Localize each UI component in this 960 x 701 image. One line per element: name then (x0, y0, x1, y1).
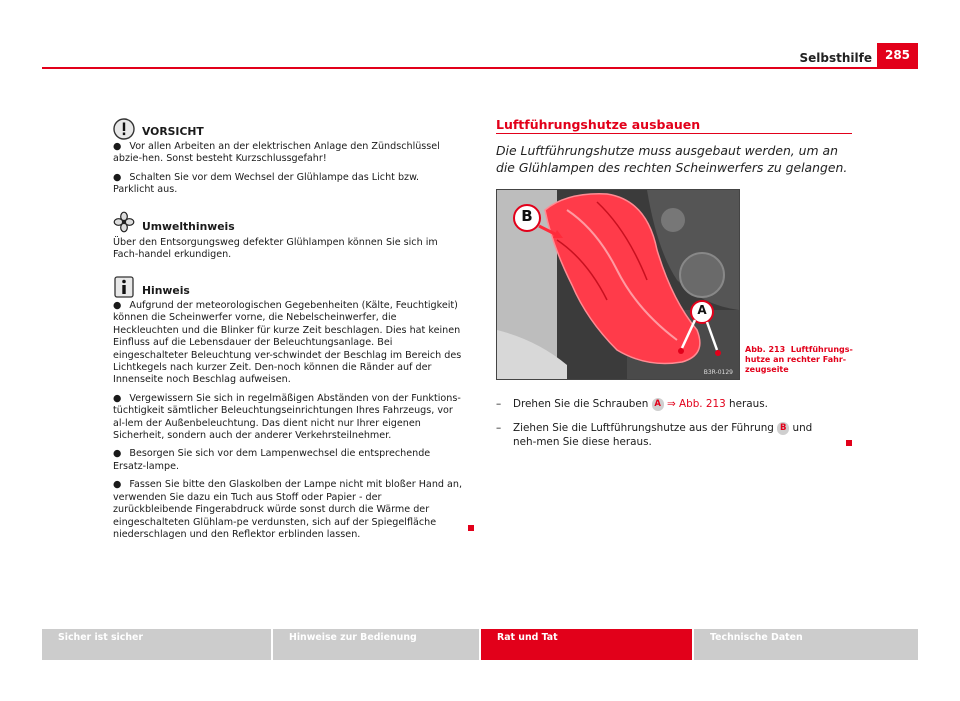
section-title: Selbsthilfe (799, 51, 872, 65)
key-a: A (652, 398, 664, 411)
list-item: ● Besorgen Sie sich vor dem Lampenwechsel die entsprechende Ersatz-lampe. (113, 448, 431, 472)
page-number: 285 (877, 43, 918, 67)
environment-title: Umwelthinweis (142, 220, 235, 233)
list-item: ● Aufgrund der meteorologischen Gegebenheiten (Kälte, Feuchtigkeit) können die Scheinwerfer vorne, die Nebelscheinwerfer, die Heckleuchten und die Blinker für kurze Zeit beschlagen. Dies hat keinen Einfluss auf die Lebensdauer der Beleuchtungsanlage. Bei eingeschalteter Beleuchtung ver-schwindet der Beschlag im Bereich des Lichtkegels nach kurzer Zeit. Den-noch können die Ränder auf der Innenseite noch Beschlag aufweisen. (113, 300, 462, 386)
procedure-intro: Die Luftführungshutze muss ausgebaut werden, um an die Glühlampen des rechten Scheinwerfers zu gelangen. (496, 143, 848, 175)
hint-title: Hinweis (142, 284, 190, 297)
figure-label-b: B (521, 207, 533, 225)
list-item: ● Schalten Sie vor dem Wechsel der Glühlampe das Licht bzw. Parklicht aus. (113, 171, 420, 196)
list-item: ● Vergewissern Sie sich in regelmäßigen Abständen von der Funktions-tüchtigkeit sämtlicher Beleuchtungseinrichtungen Ihres Fahrzeugs, vor al-lem der Außenbeleuchtung. Das dient nicht nur Ihrer eigenen Sicherheit, sondern auch der anderer Verkehrsteilnehmer. (113, 392, 461, 442)
environment-text: Über den Entsorgungsweg defekter Glühlampen können Sie sich im Fach-handel erkundigen. (113, 237, 438, 261)
step-2: – Ziehen Sie die Luftführungshutze aus der Führung B und neh-men Sie diese heraus. (496, 422, 813, 448)
step-dash: – (496, 422, 502, 434)
footer-tab-rat-und-tat[interactable]: Rat und Tat (481, 629, 692, 660)
hint-list (113, 300, 463, 547)
figure-caption-number: Abb. 213 (745, 345, 786, 354)
figure-label-a: A (697, 303, 707, 317)
step-dash: – (496, 398, 502, 410)
list-item: ● Fassen Sie bitte den Glaskolben der Lampe nicht mit bloßer Hand an, verwenden Sie dazu ein Tuch aus Stoff oder Papier - der zurückbleibende Fingerabdruck würde sonst durch die Wärme der eingeschalteten Glühlam-pe verdunsten, sich auf der Spiegelfläche niederschlagen und den Reflektor erblinden lassen. (113, 479, 463, 540)
footer-tab-bedienung[interactable]: Hinweise zur Bedienung (273, 629, 479, 660)
figure-caption (745, 345, 855, 375)
header-rule (42, 67, 918, 69)
figure-code: B3R-0129 (703, 369, 733, 376)
figure-reference-link[interactable]: ⇒ Abb. 213 (666, 398, 726, 410)
figure-caption-text: Luftführungs-hutze an rechter Fahr-zeugseite (745, 345, 853, 374)
section-end-marker (468, 525, 474, 531)
caution-list (113, 141, 463, 203)
footer-tab-sicher[interactable]: Sicher ist sicher (42, 629, 271, 660)
key-b: B (777, 422, 789, 435)
footer-tab-technische-daten[interactable]: Technische Daten (694, 629, 918, 660)
info-icon (114, 276, 134, 298)
caution-icon (113, 118, 135, 140)
caution-title: VORSICHT (142, 125, 204, 138)
procedure-heading-rule (496, 133, 852, 134)
list-item: ● Vor allen Arbeiten an der elektrischen Anlage den Zündschlüssel abzie-hen. Sonst besteht Kurzschlussgefahr! (113, 141, 440, 165)
procedure-heading: Luftführungshutze ausbauen (496, 117, 701, 132)
step-1: – Drehen Sie die Schrauben A ⇒ Abb. 213 heraus. (496, 398, 768, 410)
procedure-end-marker (846, 440, 852, 446)
figure-air-duct (496, 189, 740, 380)
flower-icon (113, 211, 135, 233)
